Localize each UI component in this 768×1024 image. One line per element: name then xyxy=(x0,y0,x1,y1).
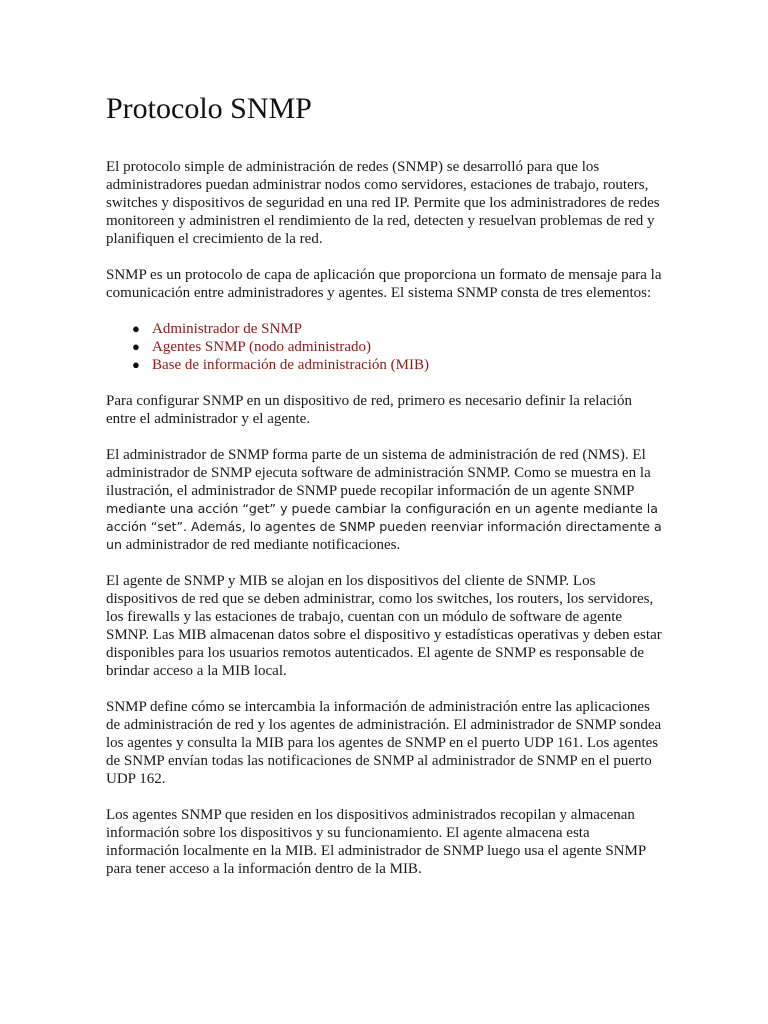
list-item[interactable] xyxy=(132,338,662,356)
bullet-icon: ● xyxy=(132,321,140,336)
admin-paragraph xyxy=(106,446,662,554)
link-snmp-manager[interactable]: Administrador de SNMP xyxy=(152,321,302,337)
intro-paragraph: El protocolo simple de administración de redes (SNMP) se desarrolló para que los administradores puedan administrar nodos como servidores, estaciones de trabajo, routers, switches y dispositivos de seguridad en una red IP. Permite que los administradores de redes monitoreen y administren el rendimiento de la red, detecten y resuelvan problemas de red y planifiquen el crecimiento de la red. xyxy=(106,159,660,247)
protocol-paragraph: SNMP es un protocolo de capa de aplicación que proporciona un formato de mensaje para la comunicación entre administradores y agentes. El sistema SNMP consta de tres elementos: xyxy=(106,267,662,301)
list-item[interactable] xyxy=(132,320,662,338)
bullet-icon: ● xyxy=(132,357,140,372)
bullet-icon: ● xyxy=(132,339,140,354)
page-title: Protocolo SNMP xyxy=(106,92,312,125)
admin-paragraph-part2: mediante una acción “get” y puede cambiar la configuración en un agente mediante la acción “set”. Además, lo agentes de SNMP pueden reenviar información directamente a un xyxy=(106,501,662,552)
config-paragraph: Para configurar SNMP en un dispositivo de red, primero es necesario definir la relación entre el administrador y el agente. xyxy=(106,393,632,427)
agent-mib-paragraph: El agente de SNMP y MIB se alojan en los dispositivos del cliente de SNMP. Los dispositivos de red que se deben administrar, como los switches, los routers, los servidores, los firewalls y las estaciones de trabajo, cuentan con un módulo de software de agente SMNP. Las MIB almacenan datos sobre el dispositivo y estadísticas operativas y deben estar disponibles para los usuarios remotos autenticados. El agente de SNMP es responsable de brindar acceso a la MIB local. xyxy=(106,573,662,679)
document-page xyxy=(106,86,662,896)
snmp-exchange-paragraph: SNMP define cómo se intercambia la información de administración entre las aplicaciones de administración de red y los agentes de administración. El administrador de SNMP sondea los agentes y consulta la MIB para los agentes de SNMP en el puerto UDP 161. Los agentes de SNMP envían todas las notificaciones de SNMP al administrador de SNMP en el puerto UDP 162. xyxy=(106,699,662,787)
agents-storage-paragraph: Los agentes SNMP que residen en los dispositivos administrados recopilan y almacenan información sobre los dispositivos y su funcionamiento. El agente almacena esta información localmente en la MIB. El administrador de SNMP luego usa el agente SNMP para tener acceso a la información dentro de la MIB. xyxy=(106,807,646,877)
list-item[interactable] xyxy=(132,356,662,374)
link-mib[interactable]: Base de información de administración (MIB) xyxy=(152,357,430,373)
admin-paragraph-part3: administrador de red mediante notificaciones. xyxy=(121,537,401,553)
admin-paragraph-part1: El administrador de SNMP forma parte de un sistema de administración de red (NMS). El administrador de SNMP ejecuta software de administración SNMP. Como se muestra en la ilustración, el administrador de SNMP puede recopilar información de un agente SNMP xyxy=(106,447,651,499)
link-snmp-agents[interactable]: Agentes SNMP (nodo administrado) xyxy=(152,339,372,355)
elements-list xyxy=(106,320,662,374)
